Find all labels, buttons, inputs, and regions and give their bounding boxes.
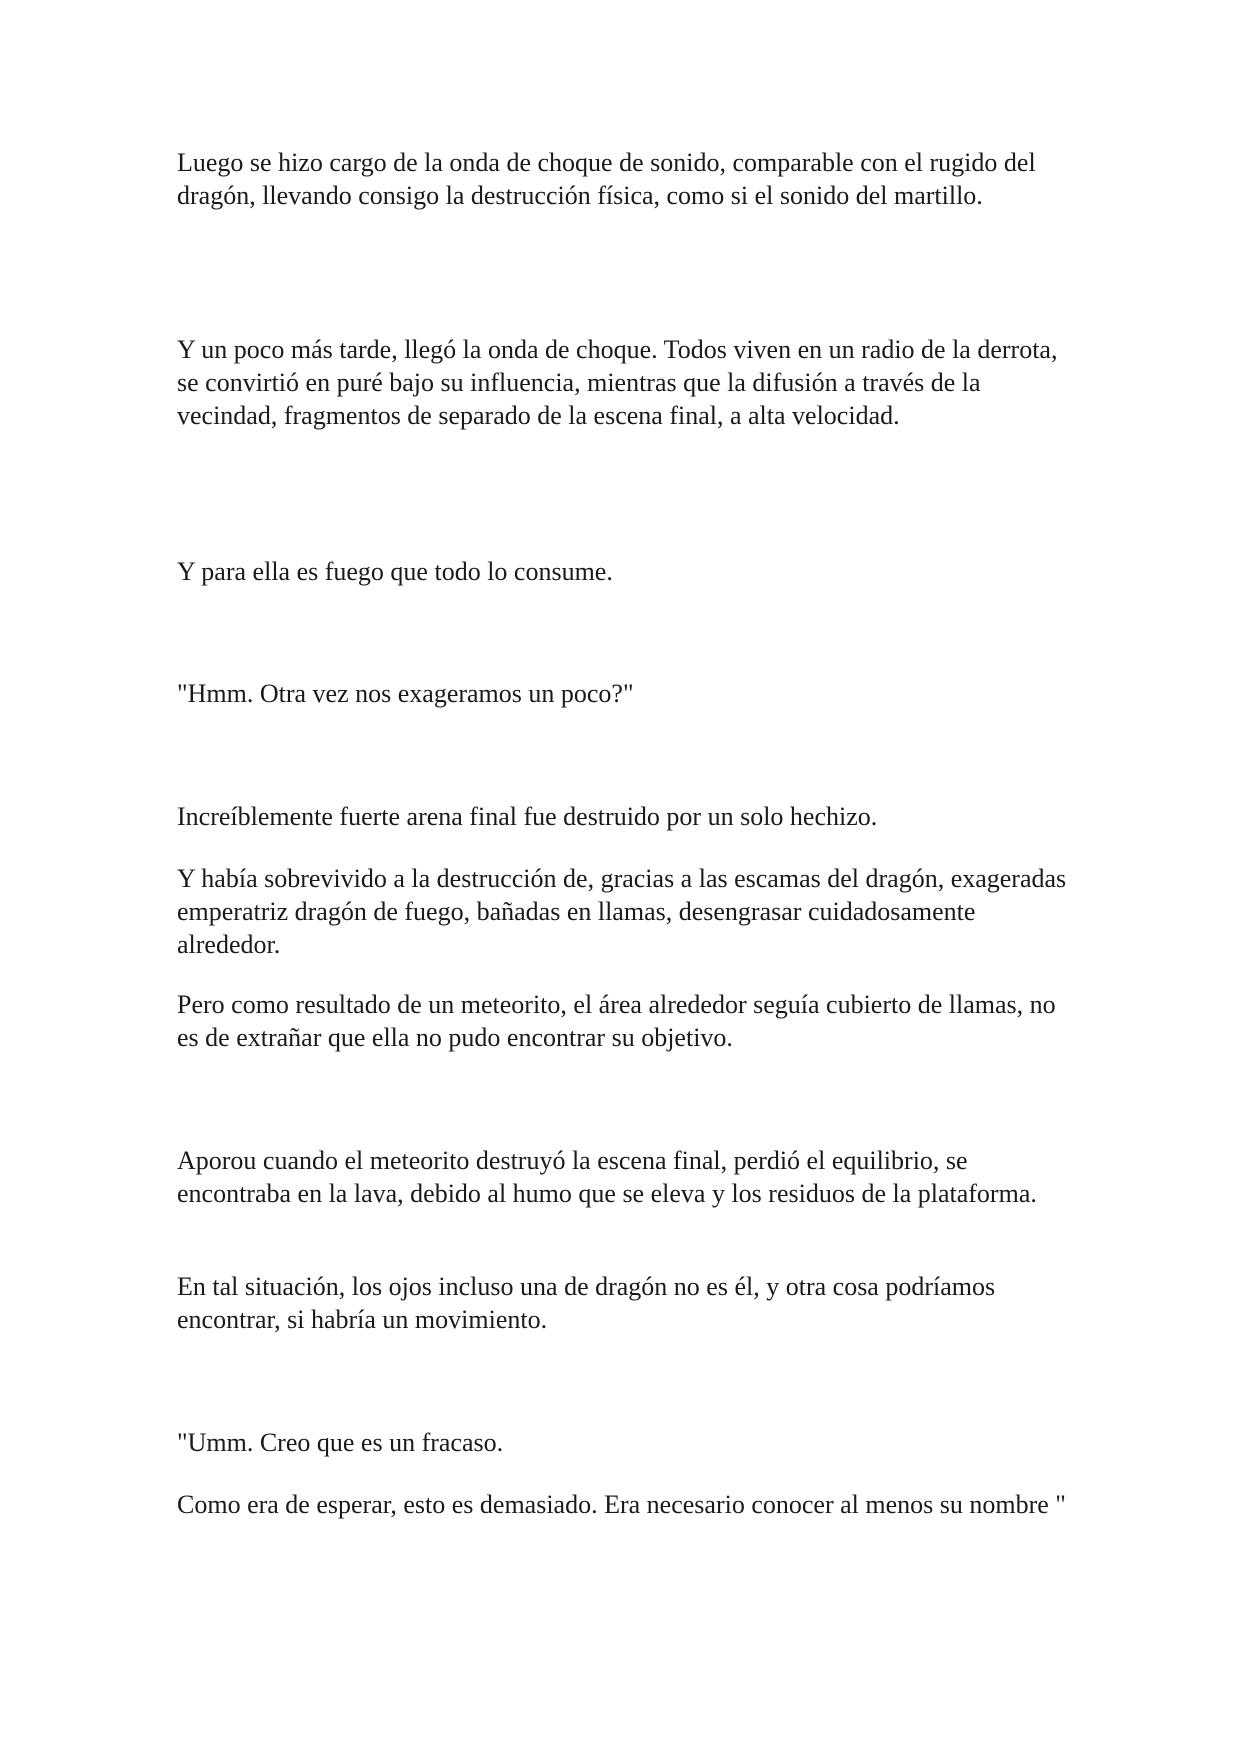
paragraph: "Hmm. Otra vez nos exageramos un poco?" xyxy=(177,679,634,708)
paragraph: Aporou cuando el meteorito destruyó la escena final, perdió el equilibrio, se encontraba en la lava, debido al humo que se eleva y los residuos de la plataforma. xyxy=(177,1146,1037,1208)
paragraph: Y un poco más tarde, llegó la onda de choque. Todos viven en un radio de la derrota, se convirtió en puré bajo su influencia, mientras que la difusión a través de la vecindad, fragmentos de separado de la escena final, a alta velocidad. xyxy=(177,335,1058,430)
paragraph: Increíblemente fuerte arena final fue destruido por un solo hechizo. xyxy=(177,802,878,831)
paragraph: "Umm. Creo que es un fracaso. xyxy=(177,1428,504,1457)
paragraph: Luego se hizo cargo de la onda de choque de sonido, comparable con el rugido del dragón, llevando consigo la destrucción física, como si el sonido del martillo. xyxy=(177,148,1036,210)
paragraph: Como era de esperar, esto es demasiado. Era necesario conocer al menos su nombre " xyxy=(177,1490,1066,1519)
paragraph: Pero como resultado de un meteorito, el área alrededor seguía cubierto de llamas, no es de extrañar que ella no pudo encontrar su objetivo. xyxy=(177,990,1056,1052)
paragraph: Y para ella es fuego que todo lo consume. xyxy=(177,557,613,586)
paragraph: En tal situación, los ojos incluso una de dragón no es él, y otra cosa podríamos encontrar, si habría un movimiento. xyxy=(177,1272,996,1334)
paragraph: Y había sobrevivido a la destrucción de, gracias a las escamas del dragón, exageradas emperatriz dragón de fuego, bañadas en llamas, desengrasar cuidadosamente alrededor. xyxy=(177,864,1067,959)
